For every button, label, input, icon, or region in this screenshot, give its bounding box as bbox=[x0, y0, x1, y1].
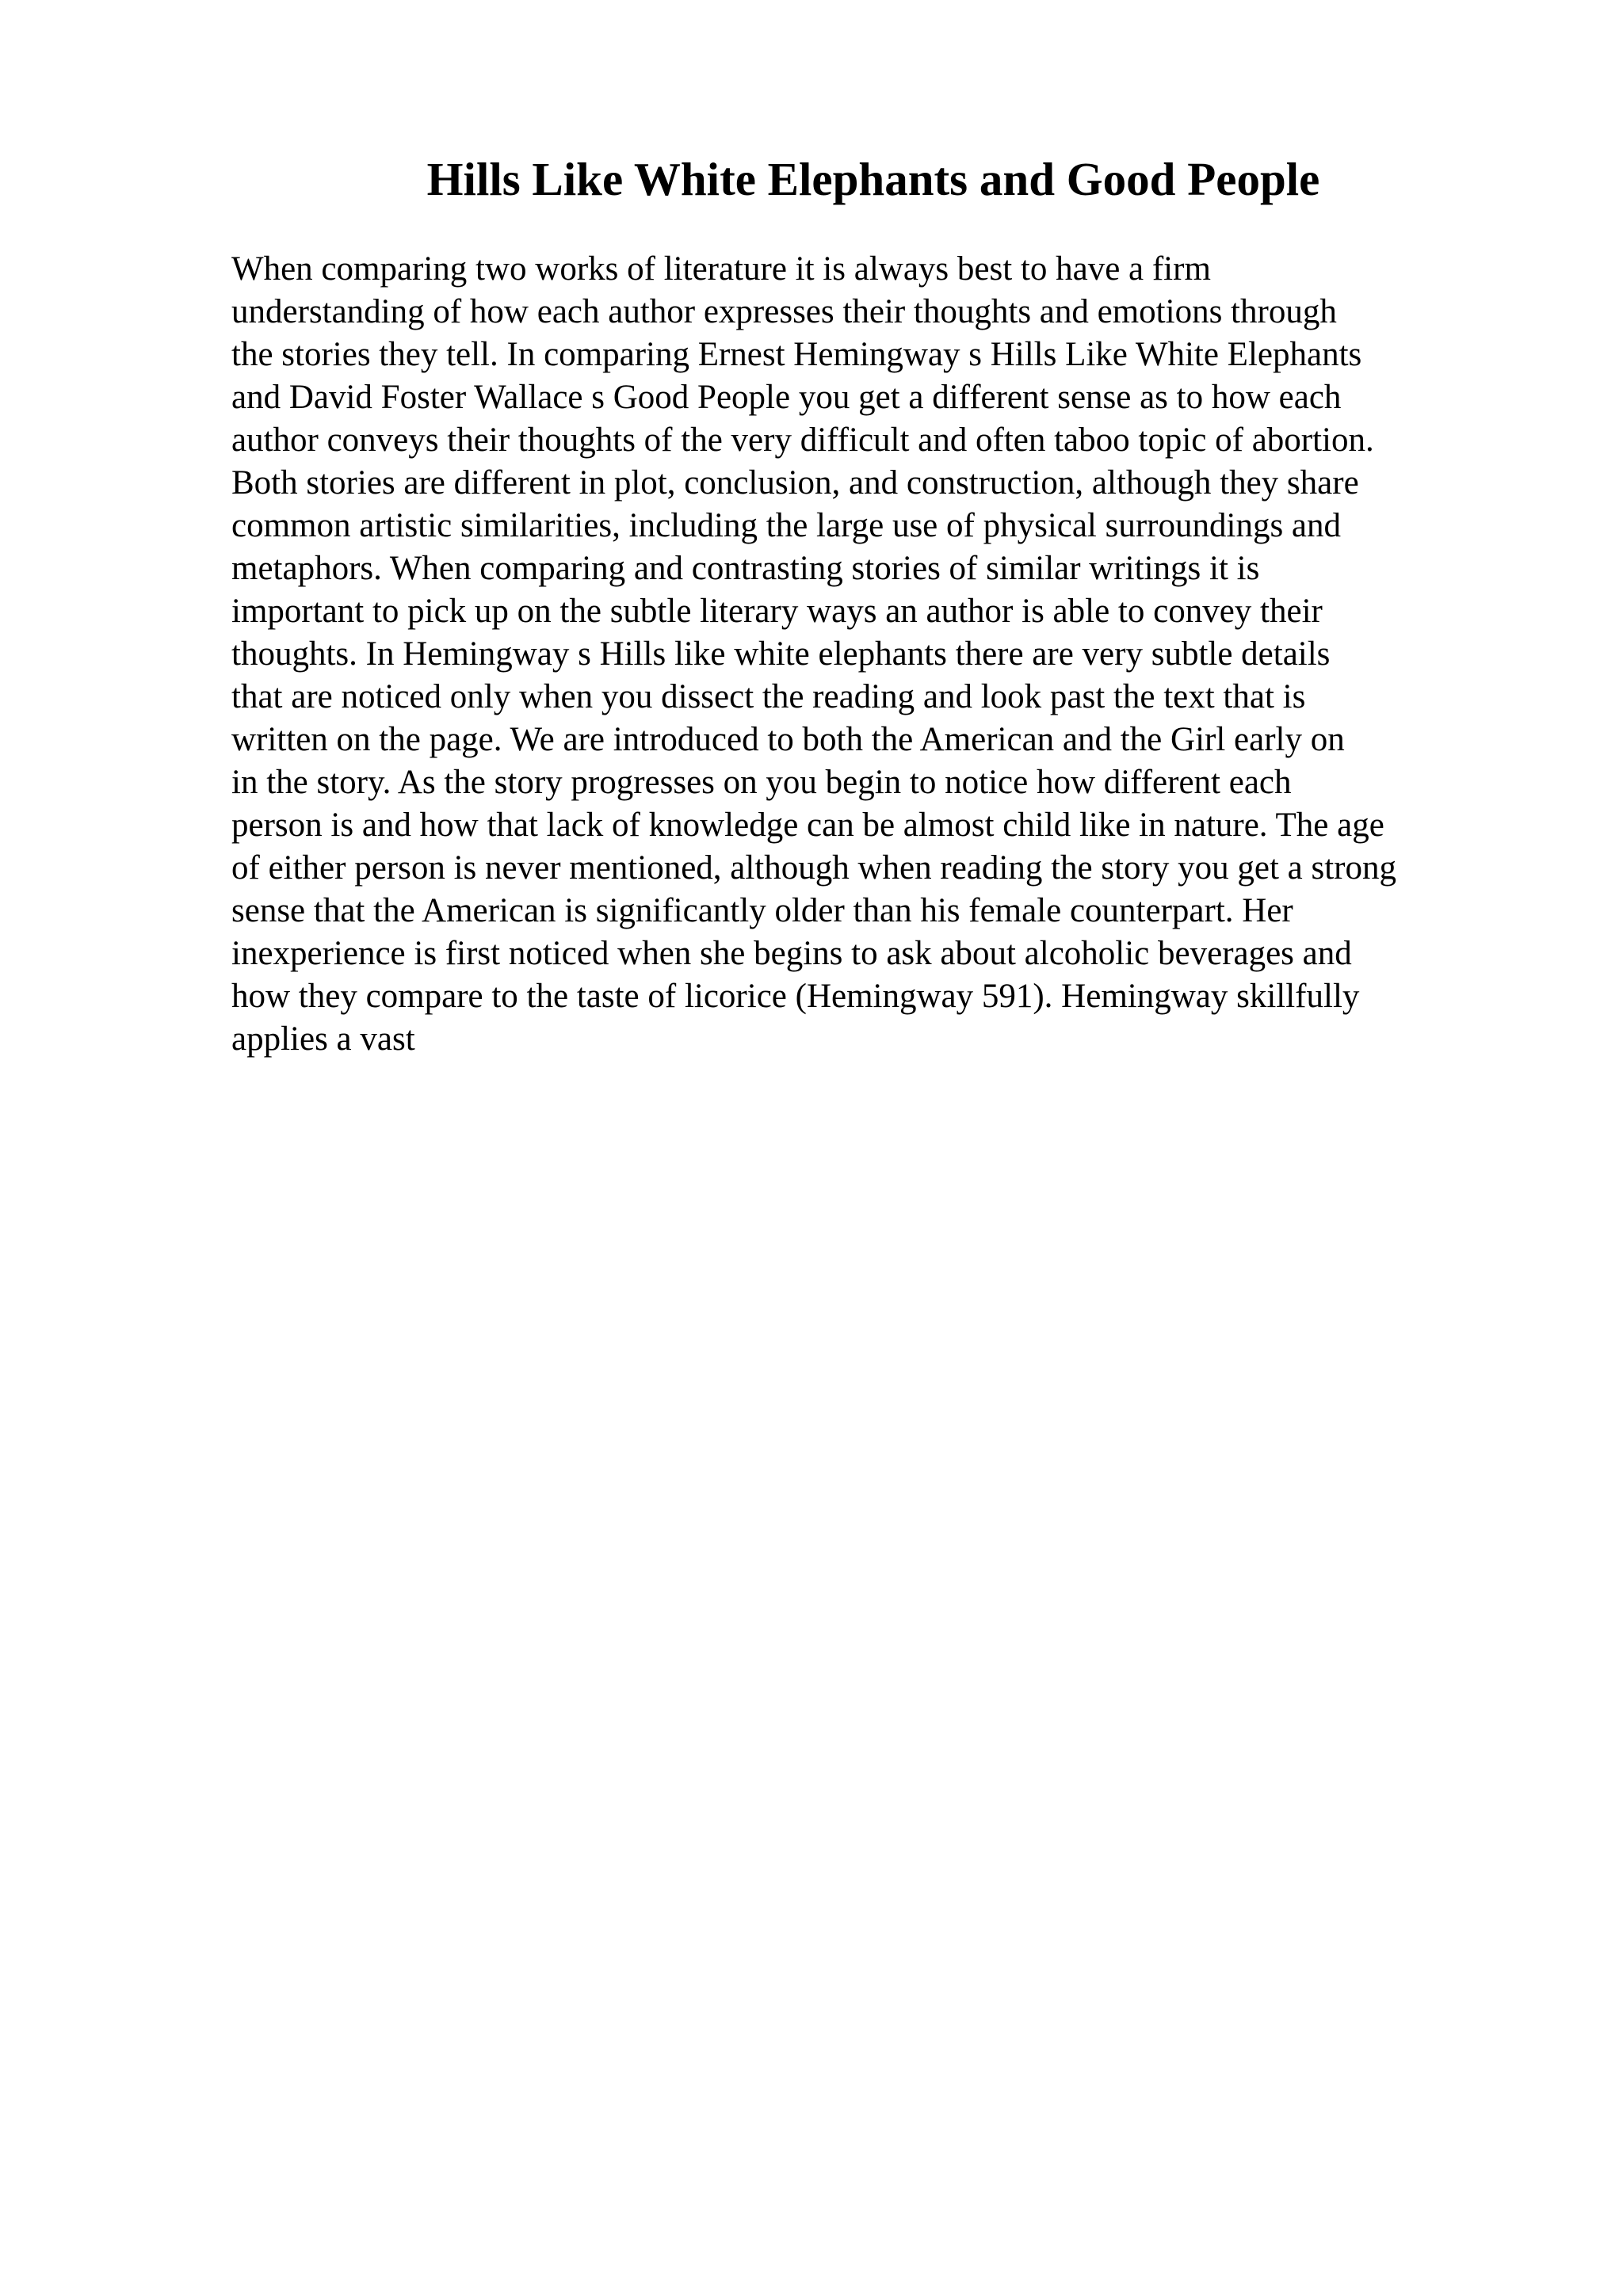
text-line: understanding of how each author expresses their thoughts and emotions through bbox=[231, 293, 1337, 330]
text-line: applies a vast bbox=[231, 1020, 415, 1058]
text-line: metaphors. When comparing and contrasting stories of similar writings it is bbox=[231, 550, 1260, 587]
text-line: the stories they tell. In comparing Ernest Hemingway s Hills Like White Elephants bbox=[231, 336, 1362, 373]
text-line: thoughts. In Hemingway s Hills like white elephants there are very subtle details bbox=[231, 635, 1331, 673]
text-line: and David Foster Wallace s Good People you get a different sense as to how each bbox=[231, 379, 1342, 416]
body-paragraph bbox=[231, 248, 1594, 1061]
text-line: that are noticed only when you dissect the reading and look past the text that is bbox=[231, 678, 1306, 715]
text-line: Both stories are different in plot, conclusion, and construction, although they share bbox=[231, 464, 1359, 502]
text-line: of either person is never mentioned, although when reading the story you get a strong bbox=[231, 849, 1396, 887]
text-line: person is and how that lack of knowledge can be almost child like in nature. The age bbox=[231, 807, 1384, 844]
text-line: how they compare to the taste of licorice (Hemingway 591). Hemingway skillfully bbox=[231, 978, 1360, 1015]
text-line: inexperience is first noticed when she begins to ask about alcoholic beverages and bbox=[231, 935, 1352, 972]
text-line: sense that the American is significantly older than his female counterpart. Her bbox=[231, 892, 1293, 929]
document-title: Hills Like White Elephants and Good People bbox=[426, 153, 1320, 205]
text-line: author conveys their thoughts of the very difficult and often taboo topic of abortion. bbox=[231, 421, 1374, 459]
text-line: written on the page. We are introduced to both the American and the Girl early on bbox=[231, 721, 1345, 758]
text-line: common artistic similarities, including the large use of physical surroundings and bbox=[231, 507, 1342, 544]
text-line: in the story. As the story progresses on you begin to notice how different each bbox=[231, 764, 1292, 801]
text-line: important to pick up on the subtle literary ways an author is able to convey their bbox=[231, 593, 1323, 630]
text-line: When comparing two works of literature it is always best to have a firm bbox=[231, 250, 1211, 288]
